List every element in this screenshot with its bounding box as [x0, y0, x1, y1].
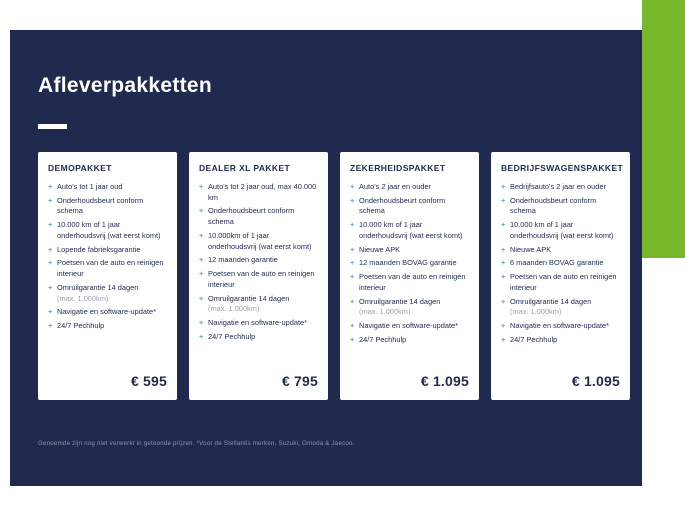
feature-text: Bedrijfsauto's 2 jaar en ouder [510, 182, 606, 191]
feature-item [48, 182, 167, 193]
feature-item [199, 332, 318, 343]
plus-icon: + [48, 182, 53, 191]
package-card [38, 152, 177, 400]
plus-icon: + [501, 272, 506, 282]
plus-icon: + [48, 307, 53, 317]
feature-text: Auto's tot 1 jaar oud [57, 182, 123, 191]
feature-item [199, 294, 318, 315]
feature-text: Onderhoudsbeurt conform schema [359, 195, 446, 216]
feature-item [48, 196, 167, 217]
package-price: € 1.095 [571, 373, 620, 389]
feature-text: Omruilgarantie 14 dagen (max. 1.000km) [359, 297, 469, 318]
plus-icon: + [48, 321, 53, 331]
plus-icon: + [350, 272, 355, 282]
feature-item [501, 182, 620, 193]
feature-item [350, 297, 469, 318]
plus-icon: + [350, 182, 355, 191]
feature-item [199, 318, 318, 329]
plus-icon: + [350, 244, 355, 254]
feature-item [48, 283, 167, 304]
feature-text: 10.000 km of 1 jaar onderhoudsvrij (wat eerst komt) [359, 220, 463, 240]
plus-icon: + [199, 331, 204, 341]
package-card [189, 152, 328, 400]
feature-item [350, 272, 469, 293]
feature-list [501, 182, 620, 349]
feature-item [199, 182, 318, 203]
feature-item [501, 297, 620, 318]
feature-item [199, 269, 318, 290]
plus-icon: + [48, 220, 53, 230]
feature-text: Poetsen van de auto en reinigen interieur [57, 258, 164, 279]
feature-item [501, 245, 620, 256]
feature-text: Lopende fabrieksgarantie [57, 244, 141, 254]
plus-icon: + [48, 195, 53, 205]
package-price: € 595 [130, 373, 167, 389]
plus-icon: + [48, 282, 53, 292]
feature-item [48, 307, 167, 318]
feature-note: (max. 1.000km) [208, 304, 260, 314]
plus-icon: + [48, 244, 53, 254]
feature-text: Nieuwe APK [510, 244, 552, 254]
feature-text: 12 maanden BOVAG garantie [359, 258, 457, 268]
feature-item [350, 335, 469, 346]
feature-note: (max. 1.000km) [510, 307, 562, 317]
package-cards [38, 152, 630, 400]
feature-text: Navigatie en software-update* [510, 321, 610, 331]
package-card [340, 152, 479, 400]
feature-text: Omruilgarantie 14 dagen (max. 1.000km) [510, 297, 620, 318]
feature-item [48, 258, 167, 279]
plus-icon: + [501, 195, 506, 205]
feature-text: 12 maanden garantie [208, 255, 278, 265]
feature-text: 24/7 Pechhulp [57, 321, 105, 331]
package-title: DEMOPAKKET [48, 163, 112, 173]
feature-text: 24/7 Pechhulp [208, 331, 256, 341]
feature-note: (max. 1.000km) [57, 293, 109, 303]
plus-icon: + [199, 230, 204, 240]
feature-note: (max. 1.000km) [359, 307, 411, 317]
feature-text: Nieuwe APK [359, 244, 401, 254]
plus-icon: + [501, 258, 506, 268]
feature-text: Poetsen van de auto en reinigen interieur [359, 272, 466, 292]
plus-icon: + [501, 244, 506, 254]
feature-item [48, 245, 167, 256]
feature-text: 24/7 Pechhulp [359, 334, 407, 344]
feature-text: Navigatie en software-update* [57, 307, 157, 317]
feature-text: Auto's tot 2 jaar oud, max 40.000 km [208, 182, 317, 202]
feature-text: Navigatie en software-update* [359, 321, 459, 331]
plus-icon: + [199, 269, 204, 279]
page-title: Afleverpakketten [38, 74, 213, 97]
plus-icon: + [350, 258, 355, 268]
plus-icon: + [199, 206, 204, 216]
plus-icon: + [199, 182, 204, 191]
feature-text: Onderhoudsbeurt conform schema [510, 195, 597, 216]
feature-item [350, 321, 469, 332]
feature-text: Auto's 2 jaar en ouder [359, 182, 432, 191]
feature-item [501, 196, 620, 217]
feature-item [350, 258, 469, 269]
plus-icon: + [501, 296, 506, 306]
feature-text: Onderhoudsbeurt conform schema [208, 206, 295, 227]
feature-list [48, 182, 167, 335]
plus-icon: + [350, 334, 355, 344]
feature-text: Navigatie en software-update* [208, 318, 308, 328]
plus-icon: + [199, 293, 204, 303]
plus-icon: + [501, 182, 506, 191]
feature-text: Poetsen van de auto en reinigen interieur [208, 269, 315, 289]
feature-item [350, 196, 469, 217]
feature-list [350, 182, 469, 349]
plus-icon: + [501, 334, 506, 344]
feature-text: 24/7 Pechhulp [510, 334, 558, 344]
plus-icon: + [350, 195, 355, 205]
feature-text: Onderhoudsbeurt conform schema [57, 195, 144, 216]
plus-icon: + [350, 220, 355, 230]
feature-item [501, 335, 620, 346]
feature-item [501, 220, 620, 241]
plus-icon: + [350, 296, 355, 306]
feature-text: 6 maanden BOVAG garantie [510, 258, 604, 268]
title-underline [38, 124, 67, 129]
plus-icon: + [199, 318, 204, 328]
package-price: € 1.095 [420, 373, 469, 389]
feature-item [501, 272, 620, 293]
plus-icon: + [501, 321, 506, 331]
package-card [491, 152, 630, 400]
package-price: € 795 [281, 373, 318, 389]
feature-item [199, 255, 318, 266]
feature-item [350, 220, 469, 241]
feature-text: Omruilgarantie 14 dagen (max. 1.000km) [57, 283, 167, 304]
package-title: ZEKERHEIDSPAKKET [350, 163, 446, 173]
footnote: Genoemde zijn nog niet verwerkt in getoonde prijzen. *Voor de Stellantis merken, Suzuki, Omoda & Jaecoo. [38, 440, 355, 447]
feature-text: Poetsen van de auto en reinigen interieur [510, 272, 617, 292]
feature-text: 10.000 km of 1 jaar onderhoudsvrij (wat eerst komt) [510, 220, 614, 240]
package-title: DEALER XL PAKKET [199, 163, 291, 173]
feature-item [350, 245, 469, 256]
feature-item [501, 321, 620, 332]
plus-icon: + [350, 321, 355, 331]
feature-item [350, 182, 469, 193]
feature-item [199, 206, 318, 227]
feature-text: 10.000km of 1 jaar onderhoudsvrij (wat eerst komt) [208, 230, 312, 251]
feature-list [199, 182, 318, 346]
feature-item [48, 220, 167, 241]
feature-text: 10.000 km of 1 jaar onderhoudsvrij (wat eerst komt) [57, 220, 161, 240]
plus-icon: + [199, 255, 204, 265]
feature-item [48, 321, 167, 332]
green-accent-strip [642, 0, 685, 258]
content-panel [10, 30, 642, 486]
plus-icon: + [501, 220, 506, 230]
feature-item [501, 258, 620, 269]
feature-item [199, 231, 318, 252]
plus-icon: + [48, 258, 53, 268]
package-title: BEDRIJFSWAGENSPAKKET [501, 163, 624, 173]
feature-text: Omruilgarantie 14 dagen (max. 1.000km) [208, 294, 318, 315]
